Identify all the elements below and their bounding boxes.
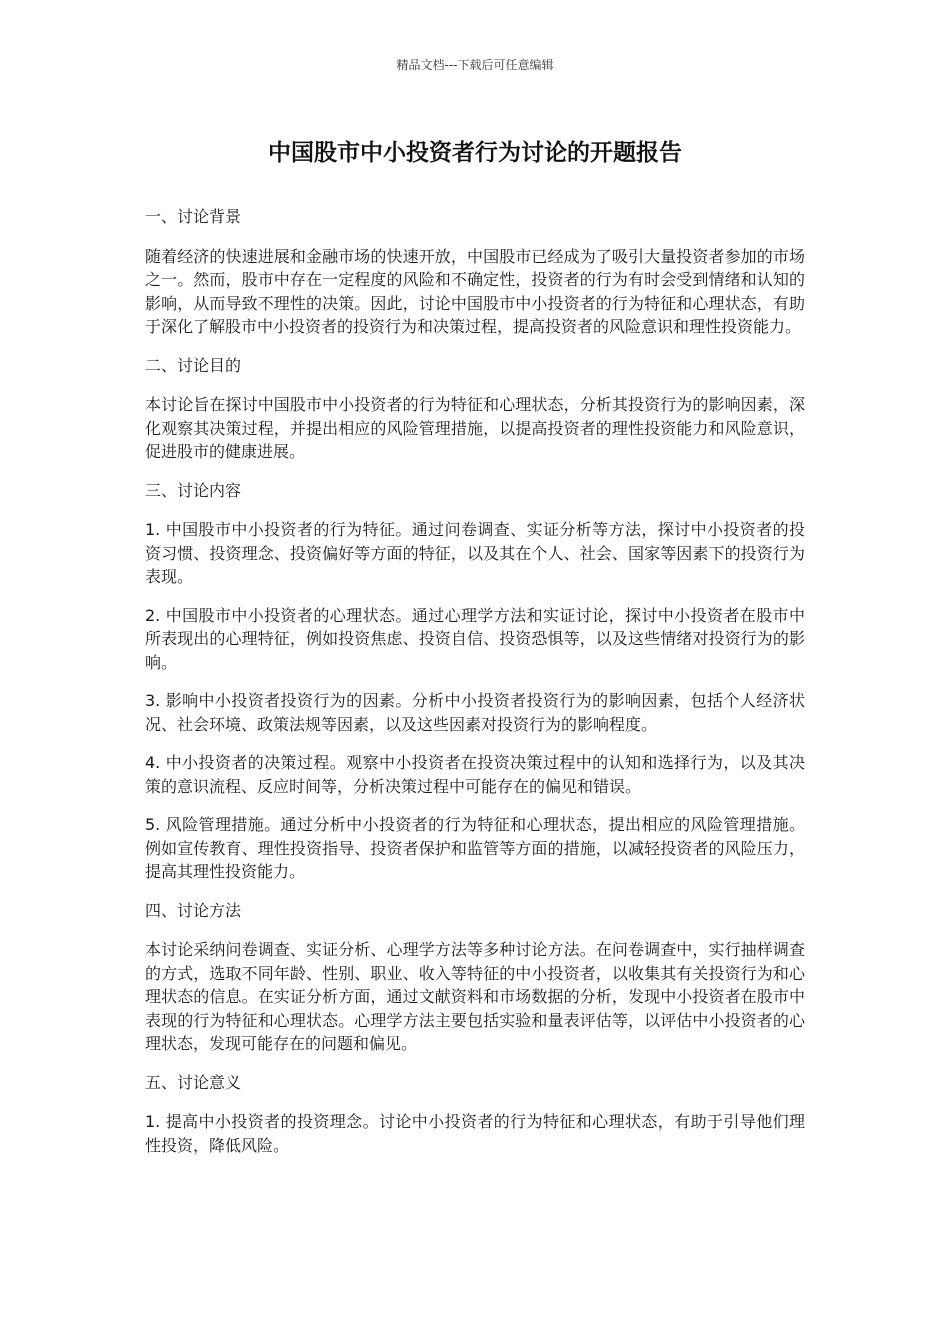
document-body — [145, 205, 805, 1172]
section-heading-content: 三、讨论内容 — [145, 480, 242, 500]
document-title: 中国股市中小投资者行为讨论的开题报告 — [268, 140, 682, 166]
paragraph-significance-1: 1. 提高中小投资者的投资理念。讨论中小投资者的行为特征和心理状态，有助于引导他们理性投资，降低风险。 — [145, 1112, 805, 1155]
section-heading-background: 一、讨论背景 — [145, 207, 242, 226]
section-heading-purpose: 二、讨论目的 — [145, 355, 242, 375]
paragraph-method: 本讨论采纳问卷调查、实证分析、心理学方法等多种讨论方法。在问卷调查中，实行抽样调查的方式，选取不同年龄、性别、职业、收入等特征的中小投资者，以收集其有关投资行为和心理状态的信息。在实证分析方面，通过文献资料和市场数据的分析，发现中小投资者在股市中表现的行为特征和心理状态。心理学方法主要包括实验和量表评估等，以评估中小投资者的心理状态，发现可能存在的问题和偏见。 — [145, 940, 805, 1053]
paragraph-purpose: 本讨论旨在探讨中国股市中小投资者的行为特征和心理状态，分析其投资行为的影响因素，深化观察其决策过程，并提出相应的风险管理措施，以提高投资者的理性投资能力和风险意识，促进股市的健康进展。 — [145, 395, 805, 461]
paragraph-content-1: 1. 中国股市中小投资者的行为特征。通过问卷调查、实证分析等方法，探讨中小投资者的投资习惯、投资理念、投资偏好等方面的特征，以及其在个人、社会、国家等因素下的投资行为表现。 — [145, 520, 805, 586]
section-heading-significance: 五、讨论意义 — [145, 1072, 242, 1092]
paragraph-content-4: 4. 中小投资者的决策过程。观察中小投资者在投资决策过程中的认知和选择行为，以及其决策的意识流程、反应时间等，分析决策过程中可能存在的偏见和错误。 — [145, 753, 805, 796]
paragraph-background: 随着经济的快速进展和金融市场的快速开放，中国股市已经成为了吸引大量投资者参加的市场之一。然而，股市中存在一定程度的风险和不确定性，投资者的行为有时会受到情绪和认知的影响，从而导致不理性的决策。因此，讨论中国股市中小投资者的行为特征和心理状态，有助于深化了解股市中小投资者的投资行为和决策过程，提高投资者的风险意识和理性投资能力。 — [145, 246, 805, 336]
header-note: 精品文档---下载后可任意编辑 — [396, 58, 554, 72]
section-heading-method: 四、讨论方法 — [145, 900, 242, 920]
paragraph-content-3: 3. 影响中小投资者投资行为的因素。分析中小投资者投资行为的影响因素，包括个人经济状况、社会环境、政策法规等因素，以及这些因素对投资行为的影响程度。 — [145, 691, 805, 734]
paragraph-content-5: 5. 风险管理措施。通过分析中小投资者的行为特征和心理状态，提出相应的风险管理措施。例如宣传教育、理性投资指导、投资者保护和监管等方面的措施，以减轻投资者的风险压力，提高其理性投资能力。 — [145, 815, 805, 881]
paragraph-content-2: 2. 中国股市中小投资者的心理状态。通过心理学方法和实证讨论，探讨中小投资者在股市中所表现出的心理特征，例如投资焦虑、投资自信、投资恐惧等，以及这些情绪对投资行为的影响。 — [145, 605, 805, 672]
